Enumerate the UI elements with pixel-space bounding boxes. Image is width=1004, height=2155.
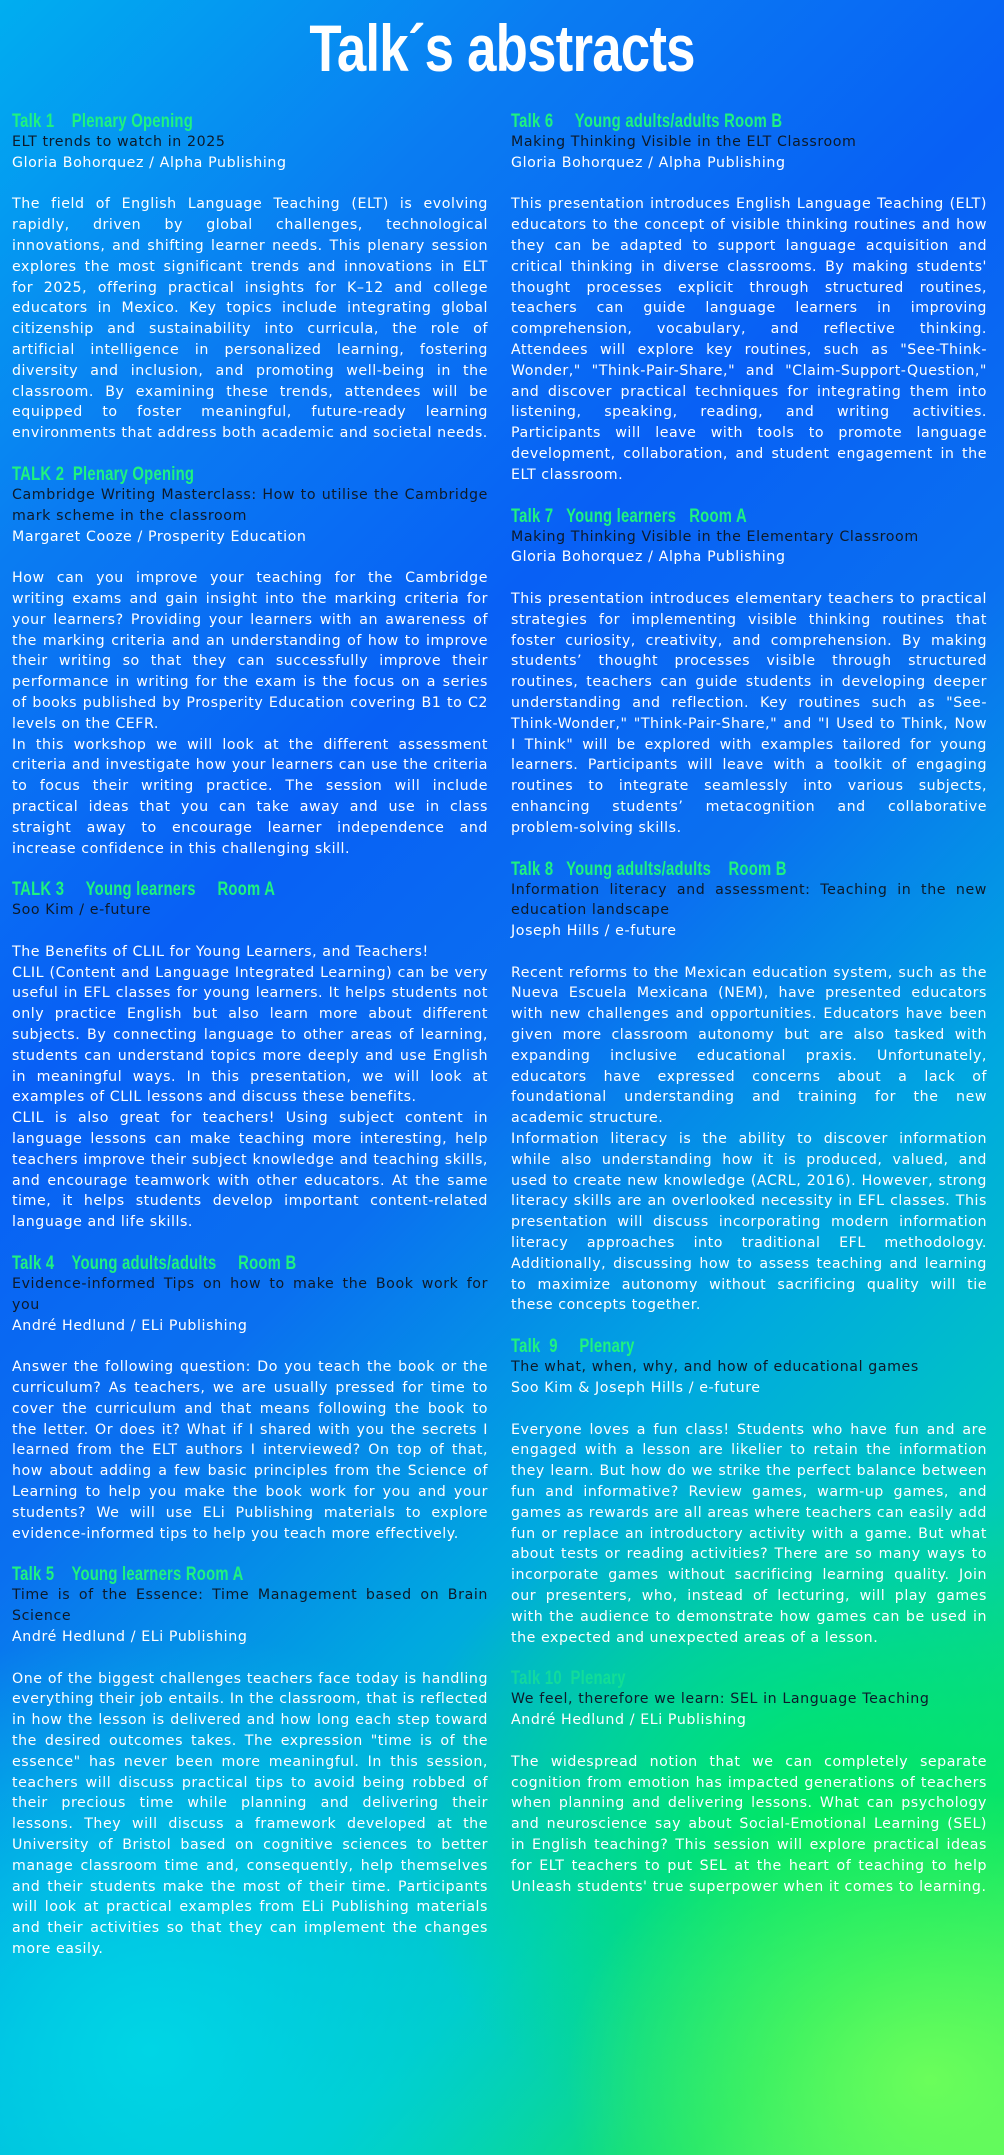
talk-header: Talk 9 Plenary <box>511 1336 635 1358</box>
abstract-paragraph: Recent reforms to the Mexican education system, such as the Nueva Escuela Mexicana (NEM), have presented educators with new challenges and opportunities. Educators have been given more classroom autonomy but are also tasked with expanding inclusive educational praxis. Unfortunately, educators have expressed concerns about a lack of foundational understanding and training for the new academic structure. <box>511 964 987 1127</box>
talk-speaker: Soo Kim / e-future <box>12 902 152 919</box>
talk-speaker: André Hedlund / ELi Publishing <box>511 1712 747 1729</box>
talk-title: Making Thinking Visible in the ELT Classroom <box>511 134 857 150</box>
talk-abstract <box>511 589 987 839</box>
abstract-paragraph: This presentation introduces elementary teachers to practical strategies for implementing visible thinking routines that foster curiosity, creativity, and comprehension. By making students’ thought processes visible through structured routines, teachers can guide students in developing deeper understanding and reflection. Key routines such as "See-Think-Wonder," "Think-Pair-Share," and "I Used to Think, Now I Think" will be explored with examples tailored for young learners. Participants will leave with a toolkit of engaging routines to integrate seamlessly into various subjects, enhancing students’ metacognition and collaborative problem-solving skills. <box>511 590 987 836</box>
abstract-paragraph: Everyone loves a fun class! Students who have fun and are engaged with a lesson are likelier to retain the information they learn. But how do we strike the perfect balance between fun and informative? Review games, warm-up games, and games as rewards are all areas where teachers can easily add fun or replace an introductory activity with a game. But what about tests or reading activities? There are so many ways to incorporate games without sacrificing learning quality. Join our presenters, who, instead of lecturing, will play games with the audience to demonstrate how games can be used in the expected and unexpected areas of a lesson. <box>511 1421 987 1646</box>
talk-header: TALK 2 Plenary Opening <box>12 463 195 485</box>
talk-speaker: Soo Kim & Joseph Hills / e-future <box>511 1380 761 1397</box>
talk-speaker: Joseph Hills / e-future <box>511 923 677 940</box>
talk-header: Talk 1 Plenary Opening <box>12 111 194 132</box>
talk-2 <box>12 463 488 859</box>
abstract-paragraph: In this workshop we will look at the different assessment criteria and investigate how your learners can use the criteria to focus their writing practice. The session will include practical ideas that you can take away and use in class straight away to encourage learner independence and increase confidence in this challenging skill. <box>12 736 488 857</box>
talk-title: ELT trends to watch in 2025 <box>12 134 226 150</box>
talk-speaker: André Hedlund / ELi Publishing <box>12 1629 248 1645</box>
talk-title: Information literacy and assessment: Teaching in the new education landscape <box>511 881 987 919</box>
talk-abstract <box>12 942 488 1233</box>
talk-abstract <box>511 963 987 1317</box>
talk-title: Time is of the Essence: Time Management based on Brain Science <box>12 1587 488 1625</box>
talk-header: Talk 4 Young adults/adults Room B <box>12 1253 297 1275</box>
talk-speaker: André Hedlund / ELi Publishing <box>12 1317 248 1334</box>
talk-1 <box>12 110 488 444</box>
talk-9 <box>511 1335 987 1648</box>
abstract-paragraph: One of the biggest challenges teachers face today is handling everything their job entails. In the classroom, that is reflected in how the lesson is delivered and how long each step toward the desired outcomes takes. The expression "time is of the essence" has never been more meaningful. In this session, teachers will discuss practical tips to avoid being robbed of their precious time while planning and delivering their lessons. They will discuss a framework developed at the University of Bristol based on cognitive sciences to better manage classroom time and, consequently, help themselves and their students make the most of their time. Participants will look at practical examples from ELi Publishing materials and their activities so that they can implement the changes more easily. <box>12 1670 488 1957</box>
talk-title: We feel, therefore we learn: SEL in Language Teaching <box>511 1691 930 1708</box>
talk-abstract <box>12 194 488 444</box>
talk-7 <box>511 505 987 839</box>
left-column <box>12 110 488 1979</box>
talk-speaker: Margaret Cooze / Prosperity Education <box>12 528 307 545</box>
talk-abstract <box>511 194 987 485</box>
talk-10 <box>511 1667 987 1897</box>
talk-abstract <box>12 568 488 859</box>
talk-header: Talk 5 Young learners Room A <box>12 1564 244 1586</box>
abstract-paragraph: CLIL is also great for teachers! Using subject content in language lessons can make teaching more interesting, help teachers improve their subject knowledge and teaching skills, and encourage teamwork with other educators. At the same time, it helps students develop important content-related language and life skills. <box>12 1110 488 1231</box>
page-title: Talk´s abstracts <box>309 11 695 85</box>
abstract-paragraph: This presentation introduces English Language Teaching (ELT) educators to the concept of visible thinking routines and how they can be adapted to support language acquisition and critical thinking in diverse classrooms. By making students' thought processes explicit through structured routines, teachers can guide language learners in improving comprehension, vocabulary, and reflective thinking. Attendees will explore key routines, such as "See-Think-Wonder," "Think-Pair-Share," and "Claim-Support-Question," and discover practical techniques for integrating them into listening, speaking, reading, and writing activities. Participants will leave with tools to promote language development, collaboration, and student engagement in the ELT classroom. <box>511 196 987 483</box>
talk-speaker: Gloria Bohorquez / Alpha Publishing <box>12 154 287 171</box>
talk-speaker: Gloria Bohorquez / Alpha Publishing <box>511 549 786 566</box>
talk-speaker: Gloria Bohorquez / Alpha Publishing <box>511 154 786 171</box>
abstract-paragraph: Answer the following question: Do you teach the book or the curriculum? As teachers, we are usually pressed for time to cover the curriculum and that means following the book to the letter. Or does it? What if I shared with you the secrets I learned from the ELT authors I interviewed? On top of that, how about adding a few basic principles from the Science of Learning to help you make the book work for you and your students? We will use ELi Publishing materials to explore evidence-informed tips to help you teach more effectively. <box>12 1359 488 1542</box>
talk-6 <box>511 110 987 486</box>
abstract-paragraph: CLIL (Content and Language Integrated Learning) can be very useful in EFL classes for young learners. It helps students not only practice English but also learn more about different subjects. By connecting language to other areas of learning, students can understand topics more deeply and use English in meaningful ways. In this presentation, we will look at examples of CLIL lessons and discuss these benefits. <box>12 964 488 1106</box>
abstract-paragraph: Information literacy is the ability to discover information while also understanding how it is produced, valued, and used to create new knowledge (ACRL, 2016). However, strong literacy skills are an overlooked necessity in EFL classes. This presentation will discuss incorporating modern information literacy approaches into traditional EFL methodology. Additionally, discussing how to assess teaching and learning to maximize autonomy without sacrificing quality will tie these concepts together. <box>511 1131 987 1314</box>
talk-abstract <box>12 1669 488 1960</box>
talk-3 <box>12 878 488 1233</box>
talk-5 <box>12 1563 488 1959</box>
talk-abstract <box>511 1752 987 1898</box>
talk-4 <box>12 1252 488 1544</box>
talk-title: Cambridge Writing Masterclass: How to utilise the Cambridge mark scheme in the classroom <box>12 486 488 524</box>
talk-header: Talk 7 Young learners Room A <box>511 505 747 527</box>
talk-8 <box>511 858 987 1317</box>
right-column <box>511 110 987 1916</box>
abstract-paragraph: The widespread notion that we can completely separate cognition from emotion has impacted generations of teachers when planning and delivering lessons. What can psychology and neuroscience say about Social-Emotional Learning (SEL) in English teaching? This session will explore practical ideas for ELT teachers to put SEL at the heart of teaching to help Unleash students' true superpower when it comes to learning. <box>511 1753 987 1895</box>
talk-title: Evidence-informed Tips on how to make the Book work for you <box>12 1276 488 1313</box>
talk-header: Talk 10 Plenary <box>511 1668 626 1690</box>
abstract-paragraph: The Benefits of CLIL for Young Learners, and Teachers! <box>12 943 429 960</box>
talk-title: The what, when, why, and how of educational games <box>511 1359 919 1376</box>
talk-header: Talk 6 Young adults/adults Room B <box>511 111 783 132</box>
talk-abstract <box>12 1357 488 1544</box>
talk-header: Talk 8 Young adults/adults Room B <box>511 858 787 880</box>
talk-header: TALK 3 Young learners Room A <box>12 879 276 901</box>
abstract-paragraph: How can you improve your teaching for the Cambridge writing exams and gain insight into the marking criteria for your learners? Providing your learners with an awareness of the marking criteria and an understanding of how to improve their writing so that they can successfully improve their performance in writing for the exam is the focus on a series of books published by Prosperity Education covering B1 to C2 levels on the CEFR. <box>12 570 488 732</box>
talk-title: Making Thinking Visible in the Elementary Classroom <box>511 528 919 545</box>
abstract-paragraph: The field of English Language Teaching (ELT) is evolving rapidly, driven by global challenges, technological innovations, and shifting learner needs. This plenary session explores the most significant trends and innovations in ELT for 2025, offering practical insights for K–12 and college educators in Mexico. Key topics include integrating global citizenship and sustainability into curricula, the role of artificial intelligence in personalized learning, fostering diversity and inclusion, and promoting well-being in the classroom. By examining these trends, attendees will be equipped to foster meaningful, future-ready learning environments that address both academic and societal needs. <box>12 196 488 442</box>
talk-abstract <box>511 1420 987 1649</box>
